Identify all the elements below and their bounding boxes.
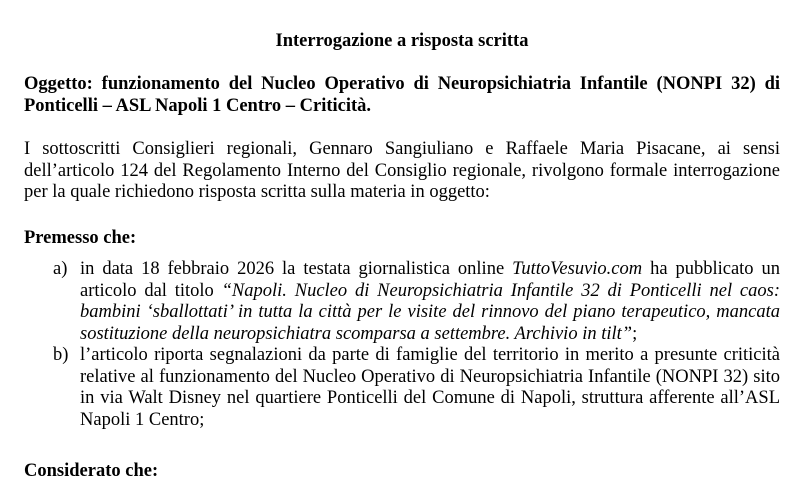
document-subject: Oggetto: funzionamento del Nucleo Operativo di Neuropsichiatria Infantile (NONPI 32) di Ponticelli – ASL Napoli 1 Centro – Criticità.	[24, 74, 780, 116]
item-a-headline: “Napoli. Nucleo di Neuropsichiatria Infantile 32 di Ponticelli nel caos: bambini ‘sballottati’ in tutta la città per le visite del rinnovo del piano terapeutico, mancata sostituzione della neuropsichiatra scomparsa a settembre. Archivio in tilt”	[80, 280, 780, 344]
document-title: Interrogazione a risposta scritta	[275, 31, 529, 51]
premesso-heading: Premesso che:	[24, 228, 137, 248]
item-a-text-after: ;	[632, 323, 638, 344]
item-a-source: TuttoVesuvio.com	[512, 259, 643, 279]
intro-paragraph: I sottoscritti Consiglieri regionali, Gennaro Sangiuliano e Raffaele Maria Pisacane, ai sensi dell’articolo 124 del Regolamento Interno del Consiglio regionale, rivolgono formale interrogazione per la quale richiedono risposta scritta sulla materia in oggetto:	[24, 139, 780, 202]
premesso-list	[24, 259, 780, 431]
list-item-b	[24, 345, 780, 431]
list-marker: b)	[53, 345, 69, 365]
item-a-text-middle: ha pubblicato un articolo dal titolo	[80, 259, 781, 301]
list-marker: a)	[53, 259, 68, 279]
considerato-heading: Considerato che:	[24, 461, 159, 481]
list-item-a	[24, 259, 780, 345]
item-a-text-before: in data 18 febbraio 2026 la testata giornalistica online	[80, 259, 513, 279]
item-b-text: l’articolo riporta segnalazioni da parte di famiglie del territorio in merito a presunte criticità relative al funzionamento del Nucleo Operativo di Neuropsichiatria Infantile (NONPI 32) sito in via Walt Disney nel quartiere Ponticelli del Comune di Napoli, struttura afferente all’ASL Napoli 1 Centro;	[80, 345, 780, 430]
